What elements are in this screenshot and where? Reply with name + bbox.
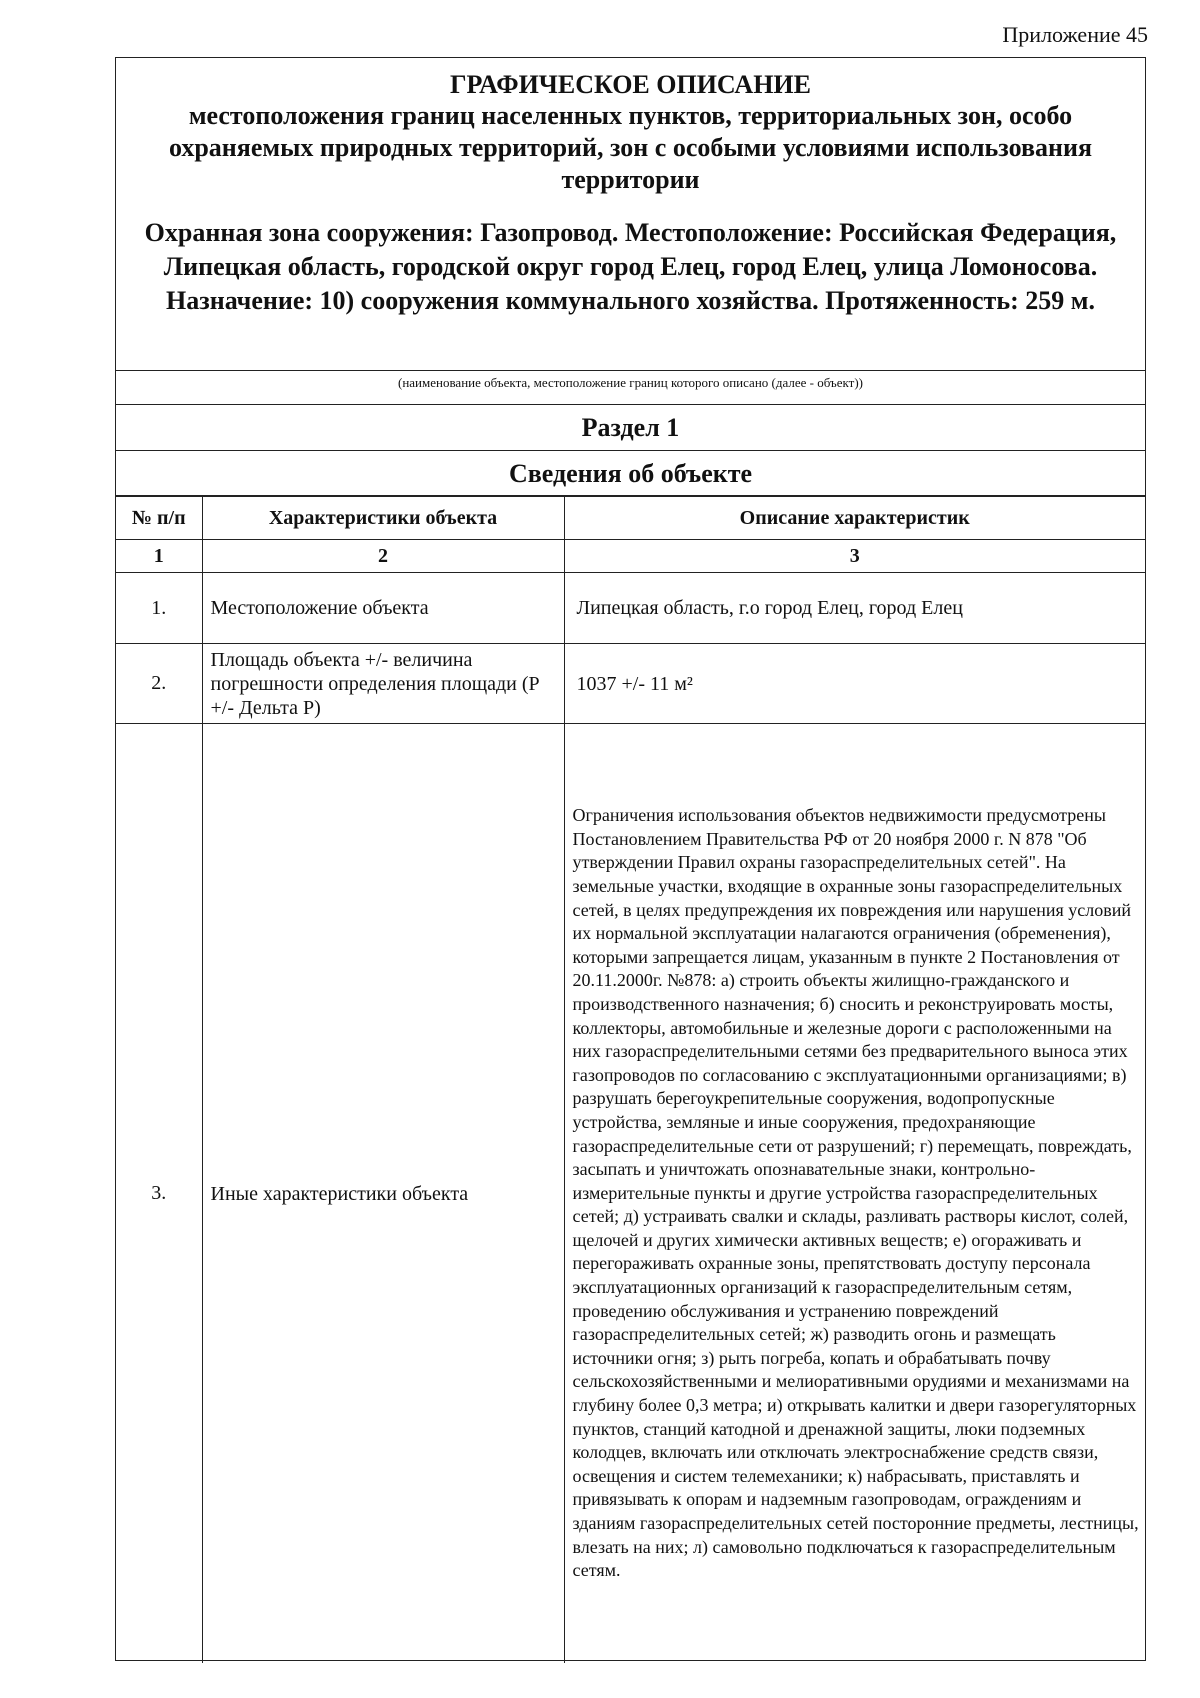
- column-number: 3: [564, 540, 1145, 573]
- row-characteristic: Площадь объекта +/- величина погрешности определения площади (Р +/- Дельта Р): [202, 644, 564, 724]
- table-row: [116, 644, 1145, 724]
- row-characteristic: Местоположение объекта: [202, 573, 564, 644]
- document-title: ГРАФИЧЕСКОЕ ОПИСАНИЕ: [450, 70, 811, 99]
- table-header-row: [116, 497, 1145, 540]
- document-frame: [115, 57, 1146, 1661]
- appendix-label: Приложение 45: [1002, 22, 1148, 47]
- row-number: 1.: [116, 573, 202, 644]
- section-title: Раздел 1: [116, 405, 1145, 451]
- row-description: 1037 +/- 11 м²: [564, 644, 1145, 724]
- column-number-row: [116, 540, 1145, 573]
- document-header: [116, 58, 1145, 370]
- column-number: 1: [116, 540, 202, 573]
- header-description: Описание характеристик: [564, 497, 1145, 540]
- row-number: 2.: [116, 644, 202, 724]
- row-characteristic: Иные характеристики объекта: [202, 724, 564, 1664]
- header-characteristic: Характеристики объекта: [202, 497, 564, 540]
- document-subtitle: местоположения границ населенных пунктов, территориальных зон, особо охраняемых природных территорий, зон с особыми условиями использования территории: [168, 101, 1093, 194]
- table-row: [116, 573, 1145, 644]
- column-number: 2: [202, 540, 564, 573]
- row-description: Ограничения использования объектов недвижимости предусмотрены Постановлением Правительства РФ от 20 ноября 2000 г. N 878 "Об утверждении Правил охраны газораспределительных сетей". На земельные участки, входящие в охранные зоны газораспределительных сетей, в целях предупреждения их повреждения или нарушения условий их нормальной эксплуатации налагаются ограничения (обременения), которыми запрещается лицам, указанным в пункте 2 Постановления от 20.11.2000г. №878: а) строить объекты жилищно-гражданского и производственного назначения; б) сносить и реконструировать мосты, коллекторы, автомобильные и железные дороги с расположенными на них газораспределительными сетями без предварительного выноса этих газопроводов по согласованию с эксплуатационными организациями; в) разрушать берегоукрепительные сооружения, водопропускные устройства, земляные и иные сооружения, предохраняющие газораспределительные сети от разрушений; г) перемещать, повреждать, засыпать и уничтожать опознавательные знаки, контрольно-измерительные пункты и другие устройства газораспределительных сетей; д) устраивать свалки и склады, разливать растворы кислот, солей, щелочей и других химически активных веществ; е) огораживать и перегораживать охранные зоны, препятствовать доступу персонала эксплуатационных организаций к газораспределительным сетям, проведению обслуживания и устранению повреждений газораспределительных сетей; ж) разводить огонь и размещать источники огня; з) рыть погреба, копать и обрабатывать почву сельскохозяйственными и мелиоративными орудиями и механизмами на глубину более 0,3 метра; и) открывать калитки и двери газорегуляторных пунктов, станций катодной и дренажной защиты, люки подземных колодцев, включать или отключать электроснабжение средств связи, освещения и систем телемеханики; к) набрасывать, приставлять и привязывать к опорам и надземным газопроводам, ограждениям и зданиям газораспределительных сетей посторонние предметы, лестницы, влезать на них; л) самовольно подключаться к газораспределительным сетям.: [564, 724, 1145, 1664]
- section-subtitle: Сведения об объекте: [116, 451, 1145, 496]
- object-name: Охранная зона сооружения: Газопровод. Местоположение: Российская Федерация, Липецкая область, городской округ город Елец, город Елец, улица Ломоносова. Назначение: 10) сооружения коммунального хозяйства. Протяженность: 259 м.: [144, 218, 1117, 315]
- row-description: Липецкая область, г.о город Елец, город Елец: [564, 573, 1145, 644]
- table-row: [116, 724, 1145, 1664]
- header-number: № п/п: [116, 497, 202, 540]
- row-number: 3.: [116, 724, 202, 1664]
- object-caption: (наименование объекта, местоположение границ которого описано (далее - объект)): [116, 370, 1145, 405]
- object-info-table: [116, 496, 1145, 1663]
